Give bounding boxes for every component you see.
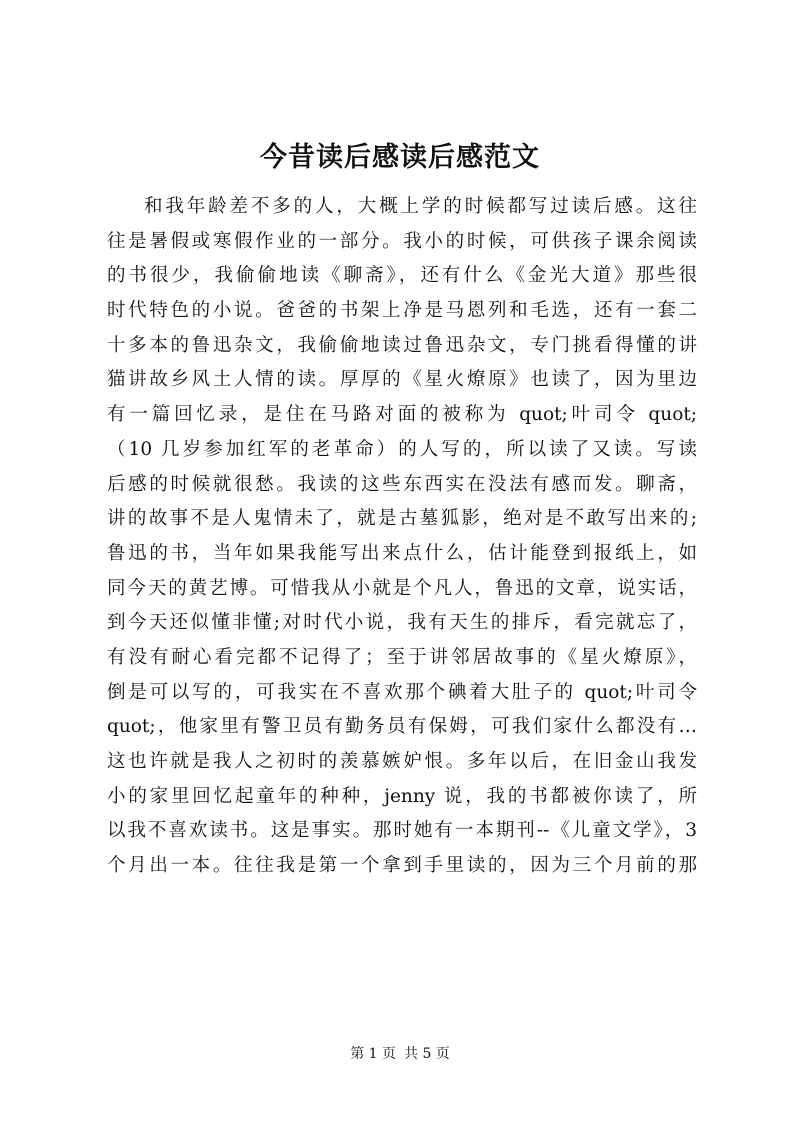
body-line: 倒是可以写的，可我实在不喜欢那个碘着大肚子的 quot;叶司令 xyxy=(107,681,697,703)
body-line: 的书很少，我偷偷地读《聊斋》，还有什么《金光大道》那些很 xyxy=(107,265,697,287)
body-line: 小的家里回忆起童年的种种，jenny 说，我的书都被你读了，所 xyxy=(107,785,697,807)
body-line: 和我年龄差不多的人，大概上学的时候都写过读后感。这往 xyxy=(144,196,697,217)
document-body xyxy=(107,190,697,884)
body-line: 时代特色的小说。爸爸的书架上净是马恩列和毛选，还有一套二 xyxy=(107,300,697,322)
body-line: 猫讲故乡风土人情的读。厚厚的《星火燎原》也读了，因为里边 xyxy=(107,369,697,391)
body-line: 以我不喜欢读书。这是事实。那时她有一本期刊--《儿童文学》，3 xyxy=(107,820,697,842)
body-line: 鲁迅的书，当年如果我能写出来点什么，估计能登到报纸上，如 xyxy=(107,542,697,564)
body-line: 后感的时候就很愁。我读的这些东西实在没法有感而发。聊斋， xyxy=(107,473,697,495)
body-line: 有一篇回忆录，是住在马路对面的被称为 quot;叶司令 quot; xyxy=(107,404,697,426)
body-line: 到今天还似懂非懂;对时代小说，我有天生的排斥，看完就忘了， xyxy=(107,612,697,634)
body-line: 十多本的鲁迅杂文，我偷偷地读过鲁迅杂文，专门挑看得懂的讲 xyxy=(107,334,697,356)
total-pages: 共 5 页 xyxy=(404,1046,450,1062)
page-number: 第 1 页 xyxy=(350,1046,396,1062)
body-line: 往是暑假或寒假作业的一部分。我小的时候，可供孩子课余阅读 xyxy=(107,230,697,252)
body-line: quot;，他家里有警卫员有勤务员有保姆，可我们家什么都没有… xyxy=(107,716,697,738)
body-line: 讲的故事不是人鬼情未了，就是古墓狐影，绝对是不敢写出来的; xyxy=(107,508,697,530)
body-line: 有没有耐心看完都不记得了；至于讲邻居故事的《星火燎原》， xyxy=(107,646,697,668)
document-title: 今昔读后感读后感范文 xyxy=(260,142,540,173)
body-line: （10 几岁参加红军的老革命）的人写的，所以读了又读。写读 xyxy=(107,438,697,460)
body-line: 这也许就是我人之初时的羡慕嫉妒恨。多年以后，在旧金山我发 xyxy=(107,751,697,772)
body-line: 个月出一本。往往我是第一个拿到手里读的，因为三个月前的那 xyxy=(107,855,697,877)
page-footer xyxy=(0,1044,800,1064)
body-line: 同今天的黄艺博。可惜我从小就是个凡人，鲁迅的文章，说实话， xyxy=(107,577,697,599)
